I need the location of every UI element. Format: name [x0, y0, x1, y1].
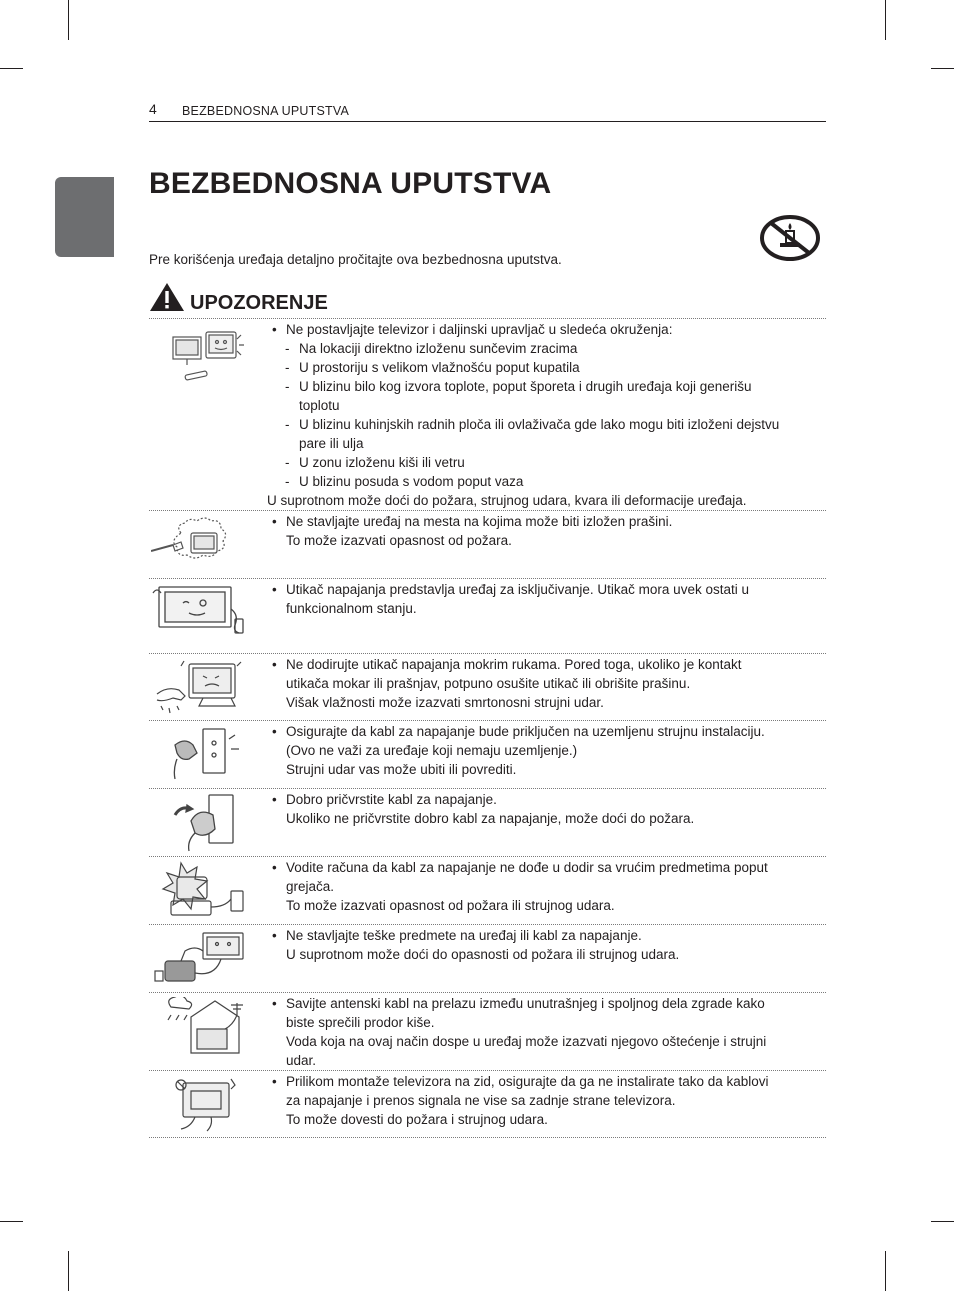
- crop-mark: [931, 1221, 954, 1222]
- item-text: [272, 1072, 812, 1129]
- text-line: Ukoliko ne pričvrstite dobro kabl za napajanje, može doći do požara.: [286, 811, 695, 826]
- text-line: • Ne dodirujte utikač napajanja mokrim rukama. Pored toga, ukoliko je kontakt: [286, 657, 742, 672]
- item-text: [272, 580, 812, 618]
- bullet-paragraph: [272, 790, 812, 828]
- sub-item: [272, 377, 812, 415]
- text-line: grejača.: [286, 879, 335, 894]
- crop-mark: [0, 1221, 23, 1222]
- bullet-paragraph: [272, 1072, 812, 1129]
- sub-item: [272, 358, 812, 377]
- page-header: [149, 101, 826, 122]
- safety-item: [149, 578, 826, 653]
- text-line: biste sprečili prodor kiše.: [286, 1015, 435, 1030]
- safety-item: [149, 1070, 826, 1138]
- safety-item: [149, 992, 826, 1070]
- sub-item: [272, 453, 812, 472]
- bullet-paragraph: [272, 722, 812, 779]
- text-line: - U zonu izloženu kiši ili vetru: [299, 455, 465, 470]
- crop-mark: [931, 68, 954, 69]
- text-line: Višak vlažnosti može izazvati smrtonosni strujni udar.: [286, 695, 604, 710]
- dust-illustration: [151, 515, 251, 575]
- page-title: BEZBEDNOSNA UPUTSTVA: [149, 167, 552, 200]
- plug-access-illustration: [151, 583, 251, 643]
- text-line: • Vodite računa da kabl za napajanje ne dođe u dodir sa vrućim predmetima poput: [286, 860, 768, 875]
- text-line: (Ovo ne važi za uređaje koji nemaju uzemljenje.): [286, 743, 578, 758]
- text-line: - U blizinu kuhinjskih radnih ploča ili ovlaživača gde lako mogu biti izloženi dejstvu: [299, 417, 780, 432]
- safety-item: [149, 788, 826, 856]
- text-line: funkcionalnom stanju.: [286, 601, 417, 616]
- text-line: udar.: [286, 1053, 317, 1068]
- warning-label: UPOZORENJE: [190, 292, 328, 314]
- text-line: • Dobro pričvrstite kabl za napajanje.: [286, 792, 497, 807]
- language-label: SRPSKI: [139, 191, 151, 232]
- item-consequence: U suprotnom može doći do požara, strujnog udara, kvara ili deformacije uređaja.: [267, 493, 747, 508]
- safety-item: [149, 856, 826, 924]
- text-line: - U blizinu bilo kog izvora toplote, poput šporeta i drugih uređaja koji generišu: [299, 379, 752, 394]
- crop-mark: [68, 1251, 69, 1291]
- crop-mark: [885, 0, 886, 40]
- bullet-paragraph: [272, 320, 812, 339]
- text-line: • Ne postavljajte televizor i daljinski upravljač u sledeća okruženja:: [286, 322, 673, 337]
- crop-mark: [0, 68, 23, 69]
- safety-item: [149, 720, 826, 788]
- bullet-paragraph: [272, 512, 812, 550]
- safety-item: [149, 924, 826, 992]
- text-line: - U prostoriju s velikom vlažnošću poput kupatila: [299, 360, 580, 375]
- text-line: • Osigurajte da kabl za napajanje bude priključen na uzemljenu strujnu instalaciju.: [286, 724, 765, 739]
- language-side-tab: [55, 177, 151, 257]
- text-line: - U blizinu posuda s vodom poput vaza: [299, 474, 524, 489]
- item-text: [272, 858, 812, 915]
- item-text: [272, 512, 812, 550]
- safety-list: [149, 318, 826, 1138]
- item-text: [272, 994, 812, 1070]
- heater-cable-illustration: [151, 861, 251, 921]
- running-title: BEZBEDNOSNA UPUTSTVA: [182, 104, 349, 118]
- text-line: toplotu: [299, 398, 340, 413]
- bullet-paragraph: [272, 580, 812, 618]
- bullet-paragraph: [272, 994, 812, 1070]
- tv-environment-illustration: [151, 327, 251, 387]
- safety-item: [149, 653, 826, 720]
- item-text: [272, 790, 812, 828]
- bullet-paragraph: [272, 655, 812, 712]
- text-line: • Prilikom montaže televizora na zid, osigurajte da ga ne instalirate tako da kablovi: [286, 1074, 769, 1089]
- item-text: [272, 722, 812, 779]
- text-line: za napajanje i prenos signala ne vise sa zadnje strane televizora.: [286, 1093, 676, 1108]
- crop-mark: [68, 0, 69, 40]
- sub-item: [272, 472, 812, 491]
- text-line: To može dovesti do požara i strujnog udara.: [286, 1112, 548, 1127]
- text-line: pare ili ulja: [299, 436, 364, 451]
- item-text: [272, 655, 812, 712]
- wet-hands-illustration: [151, 658, 251, 718]
- safety-item: [149, 510, 826, 578]
- page-number: 4: [149, 101, 157, 117]
- warning-triangle-icon: [149, 282, 185, 312]
- heavy-objects-illustration: [151, 929, 251, 989]
- grounding-illustration: [151, 725, 251, 785]
- text-line: To može izazvati opasnost od požara.: [286, 533, 512, 548]
- text-line: utikača mokar ili prašnjav, potpuno osušite utikač ili obrišite prašinu.: [286, 676, 691, 691]
- text-line: - Na lokaciji direktno izloženu sunčevim zracima: [299, 341, 578, 356]
- bullet-paragraph: [272, 858, 812, 915]
- safety-item: [149, 318, 826, 510]
- item-text: [272, 926, 812, 964]
- text-line: • Savijte antenski kabl na prelazu između unutrašnjeg i spoljnog dela zgrade kako: [286, 996, 765, 1011]
- sub-item: [272, 415, 812, 453]
- sub-item: [272, 339, 812, 358]
- text-line: To može izazvati opasnost od požara ili strujnog udara.: [286, 898, 615, 913]
- text-line: • Utikač napajanja predstavlja uređaj za isključivanje. Utikač mora uvek ostati u: [286, 582, 749, 597]
- item-text: [267, 320, 812, 510]
- wall-mount-illustration: [151, 1075, 251, 1135]
- bullet-paragraph: [272, 926, 812, 964]
- text-line: U suprotnom može doći do opasnosti od požara ili strujnog udara.: [286, 947, 680, 962]
- intro-text: Pre korišćenja uređaja detaljno pročitajte ova bezbednosna uputstva.: [149, 252, 562, 267]
- crop-mark: [885, 1251, 886, 1291]
- text-line: Strujni udar vas može ubiti ili povrediti.: [286, 762, 517, 777]
- plug-insert-illustration: [151, 793, 251, 853]
- antenna-rain-illustration: [151, 997, 251, 1057]
- text-line: • Ne stavljajte uređaj na mesta na kojima može biti izložen prašini.: [286, 514, 673, 529]
- text-line: Voda koja na ovaj način dospe u uređaj može izazvati njegovo oštećenje i strujni: [286, 1034, 767, 1049]
- no-candle-icon: [759, 213, 821, 263]
- text-line: • Ne stavljajte teške predmete na uređaj ili kabl za napajanje.: [286, 928, 642, 943]
